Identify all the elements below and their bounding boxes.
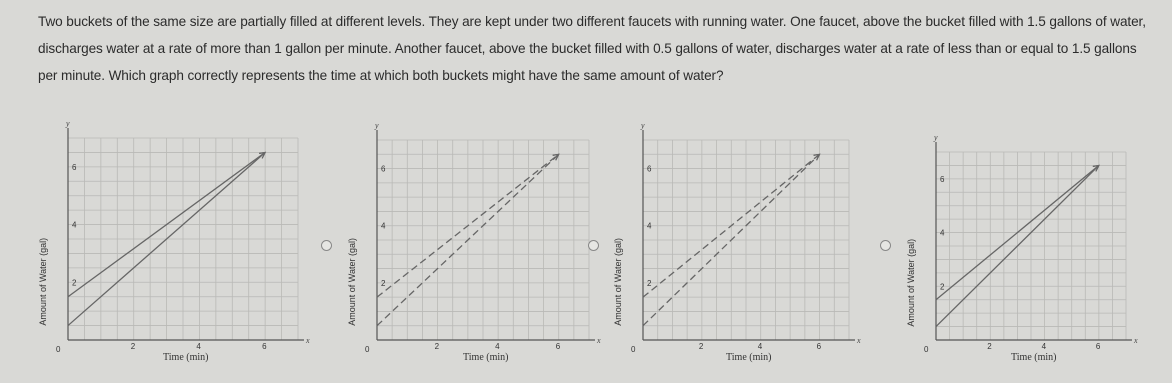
origin-label: 0: [924, 345, 929, 354]
y-tick-label: 6: [647, 164, 652, 174]
graph-svg-c: [603, 121, 865, 368]
y-tick-label: 2: [647, 278, 652, 288]
x-tick-label: 2: [987, 342, 992, 351]
y-tick-label: 2: [381, 278, 386, 288]
graph-option-c: [603, 121, 865, 368]
y-tick-label: 6: [381, 164, 386, 174]
y-axis-letter: y: [934, 133, 938, 142]
x-axis-letter: x: [857, 336, 861, 345]
graph-option-d: [896, 128, 1158, 368]
x-axis-title: Time (min): [463, 352, 509, 363]
graph-svg-d: [896, 128, 1158, 368]
x-tick-label: 6: [555, 342, 561, 351]
x-tick-label: 2: [130, 342, 136, 351]
x-tick-label: 6: [262, 342, 267, 351]
question-text: [38, 8, 1148, 89]
x-axis-title: Time (min): [163, 352, 209, 363]
x-axis-title: Time (min): [1011, 352, 1057, 363]
y-tick-label: 6: [940, 174, 945, 184]
origin-label: 0: [631, 345, 636, 354]
y-tick-label: 4: [940, 228, 945, 238]
graph-option-a: [30, 119, 310, 368]
x-tick-label: 6: [816, 342, 822, 351]
radio-option-d[interactable]: [880, 240, 891, 251]
x-axis-letter: x: [597, 336, 601, 345]
x-tick-label: 4: [757, 342, 763, 351]
x-tick-label: 6: [1095, 342, 1101, 351]
x-tick-label: 2: [434, 342, 440, 351]
x-tick-label: 4: [196, 342, 201, 351]
y-axis-title: Amount of Water (gal): [906, 238, 916, 327]
y-axis-title: Amount of Water (gal): [38, 237, 48, 326]
question-paragraph: Two buckets of the same size are partially filled at different levels. They are kept under two different faucets with running water. One faucet, above the bucket filled with 1.5 gallons of water, discharges water at a rate of more than 1 gallon per minute. Another faucet, above the bucket filled with 0.5 gallons of water, discharges water at a rate of less than or equal to 1.5 gallons per minute. Which graph correctly represents the time at which both buckets might have the same amount of water?: [38, 14, 1146, 83]
y-tick-label: 4: [647, 221, 652, 231]
origin-label: 0: [56, 345, 61, 354]
y-tick-label: 6: [72, 162, 77, 172]
x-tick-label: 4: [1041, 342, 1047, 351]
x-axis-title: Time (min): [726, 352, 772, 363]
y-tick-label: 4: [72, 220, 77, 230]
y-axis-letter: y: [375, 121, 379, 130]
radio-option-b[interactable]: [321, 240, 332, 251]
graph-svg-a: [30, 119, 310, 368]
y-tick-label: 4: [381, 221, 386, 231]
graph-svg-b: [333, 121, 601, 368]
y-axis-letter: y: [66, 119, 70, 128]
y-tick-label: 2: [940, 282, 945, 292]
y-axis-title: Amount of Water (gal): [347, 238, 357, 326]
x-tick-label: 4: [495, 342, 500, 351]
radio-option-c[interactable]: [588, 240, 599, 251]
x-axis-letter: x: [1134, 336, 1138, 345]
origin-label: 0: [365, 345, 370, 354]
y-tick-label: 2: [72, 278, 77, 288]
graph-option-b: [333, 121, 601, 368]
y-axis-title: Amount of Water (gal): [613, 238, 623, 326]
y-axis-letter: y: [641, 121, 645, 130]
x-tick-label: 2: [698, 342, 704, 351]
x-axis-letter: x: [306, 336, 310, 345]
